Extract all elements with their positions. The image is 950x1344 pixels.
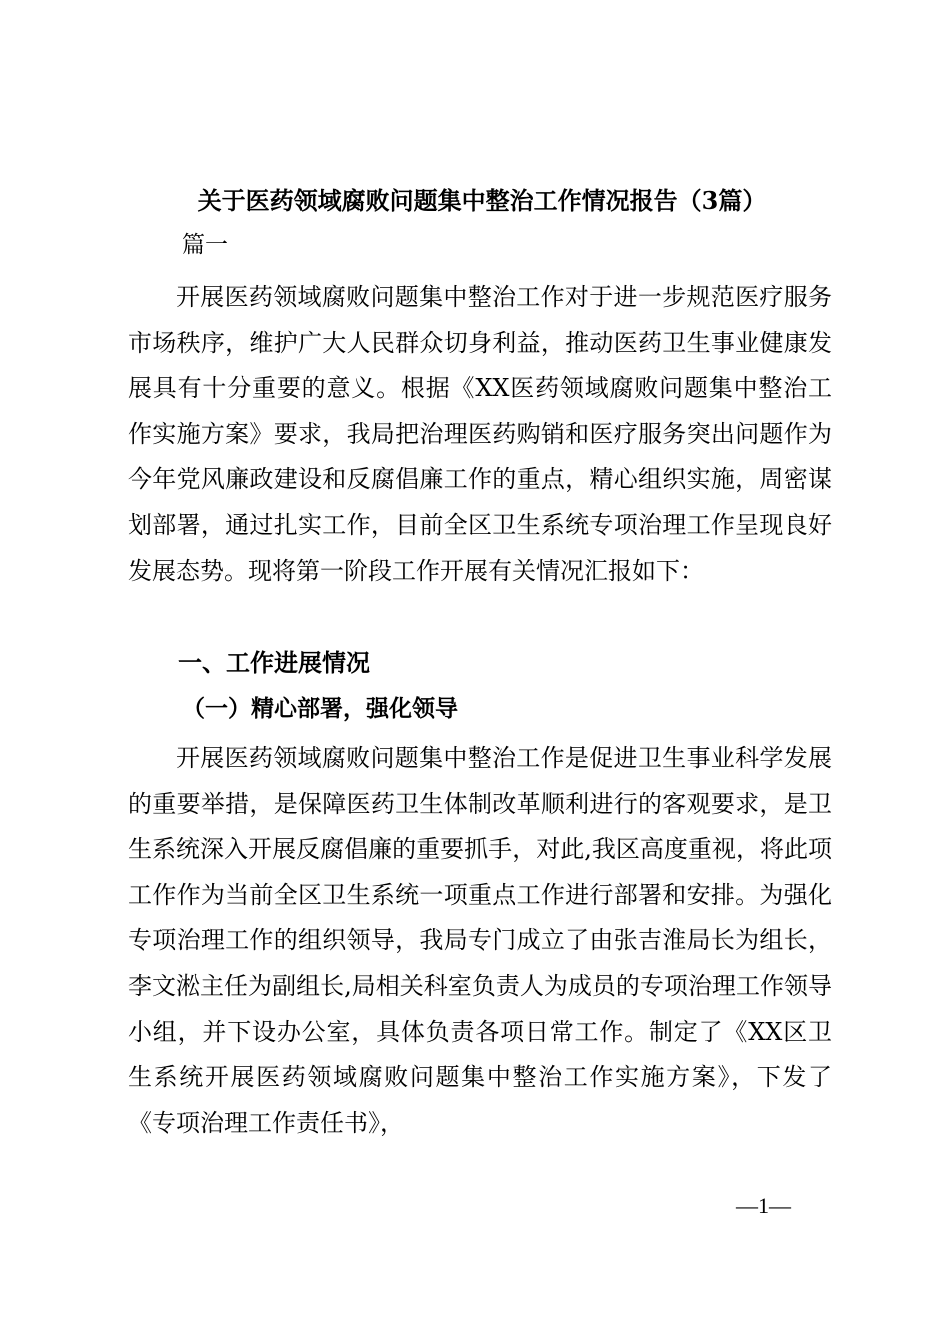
body-paragraph-1: 开展医药领域腐败问题集中整治工作对于进一步规范医疗服务市场秩序，维护广大人民群众切身利益，推动医药卫生事业健康发展具有十分重要的意义。根据《XX医药领域腐败问题集中整治工作实施方案》要求，我局把治理医药购销和医疗服务突出问题作为今年党风廉政建设和反腐倡廉工作的重点，精心组织实施，周密谋划部署，通过扎实工作，目前全区卫生系统专项治理工作呈现良好发展态势。现将第一阶段工作开展有关情况汇报如下： <box>128 283 832 585</box>
subsection-heading-deployment: （一）精心部署，强化领导 <box>182 695 458 722</box>
page-number: —1— <box>736 1193 791 1218</box>
document-title: 关于医药领域腐败问题集中整治工作情况报告（3篇） <box>197 186 767 215</box>
body-paragraph-2: 开展医药领域腐败问题集中整治工作是促进卫生事业科学发展的重要举措，是保障医药卫生体制改革顺利进行的客观要求，是卫生系统深入开展反腐倡廉的重要抓手，对此,我区高度重视，将此项工作作为当前全区卫生系统一项重点工作进行部署和安排。为强化专项治理工作的组织领导，我局专门成立了由张吉淮局长为组长，李文淞主任为副组长,局相关科室负责人为成员的专项治理工作领导小组，并下设办公室，具体负责各项日常工作。制定了《XX区卫生系统开展医药领域腐败问题集中整治工作实施方案》，下发了《专项治理工作责任书》， <box>128 744 832 1137</box>
part-label: 篇一 <box>182 232 228 258</box>
section-heading-work-progress: 一、工作进展情况 <box>178 649 370 677</box>
